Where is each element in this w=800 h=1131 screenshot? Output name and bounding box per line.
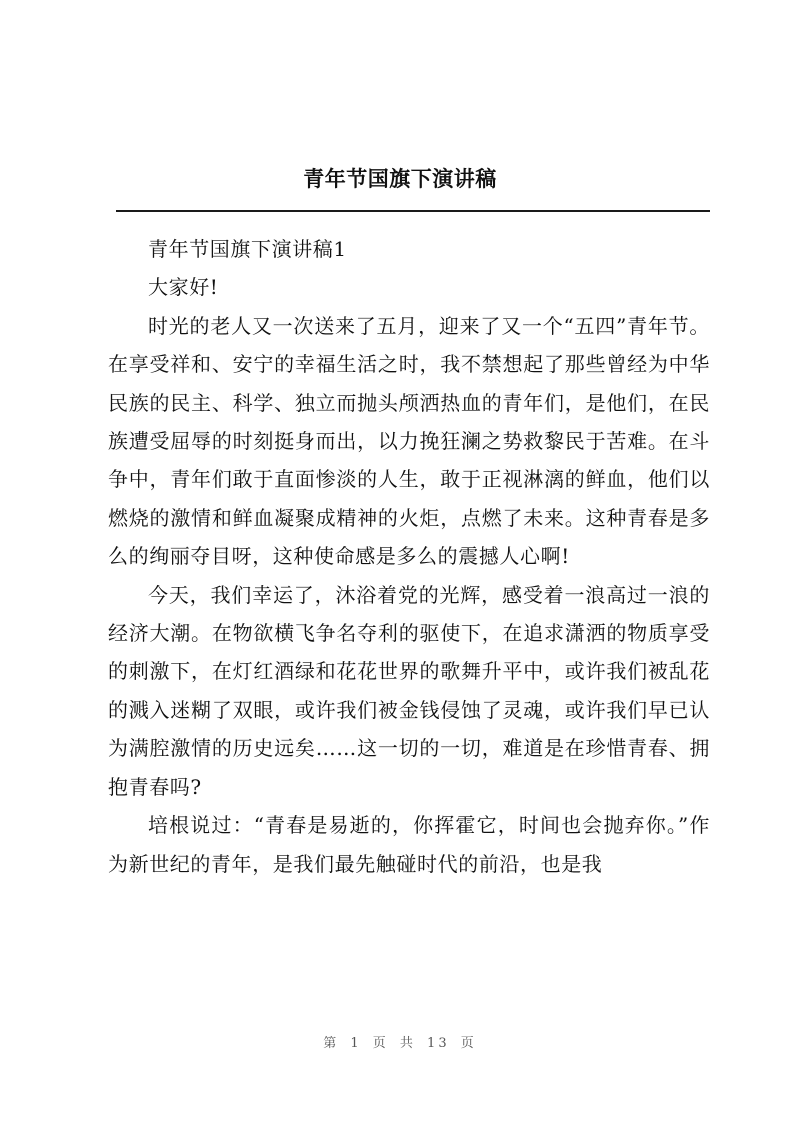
body-paragraph: 培根说过：“青春是易逝的，你挥霍它，时间也会抛弃你。”作为新世纪的青年，是我们最先触碰时代的前沿，也是我 (108, 813, 710, 876)
section-heading: 青年节国旗下演讲稿1 (148, 237, 347, 261)
page-number-footer: 第 1 页 共 13 页 (323, 1036, 477, 1051)
document-body (108, 230, 710, 883)
body-paragraph: 今天，我们幸运了，沐浴着党的光辉，感受着一浪高过一浪的经济大潮。在物欲横飞争名夺利的驱使下，在追求潇洒的物质享受的刺激下，在灯红酒绿和花花世界的歌舞升平中，或许我们被乱花的溅入迷糊了双眼，或许我们被金钱侵蚀了灵魂，或许我们早已认为满腔激情的历史远矣……这一切的一切，难道是在珍惜青春、拥抱青春吗? (108, 582, 710, 799)
title-divider (116, 210, 710, 212)
greeting-paragraph: 大家好! (148, 275, 219, 300)
body-paragraph: 时光的老人又一次送来了五月，迎来了又一个“五四”青年节。在享受祥和、安宁的幸福生活之时，我不禁想起了那些曾经为中华民族的民主、科学、独立而抛头颅洒热血的青年们，是他们，在民族遭受屈辱的时刻挺身而出，以力挽狂澜之势救黎民于苦难。在斗争中，青年们敢于直面惨淡的人生，敢于正视淋漓的鲜血，他们以燃烧的激情和鲜血凝聚成精神的火炬，点燃了未来。这种青春是多么的绚丽夺目呀，这种使命感是多么的震撼人心啊! (108, 313, 710, 569)
document-title: 青年节国旗下演讲稿 (303, 166, 497, 191)
